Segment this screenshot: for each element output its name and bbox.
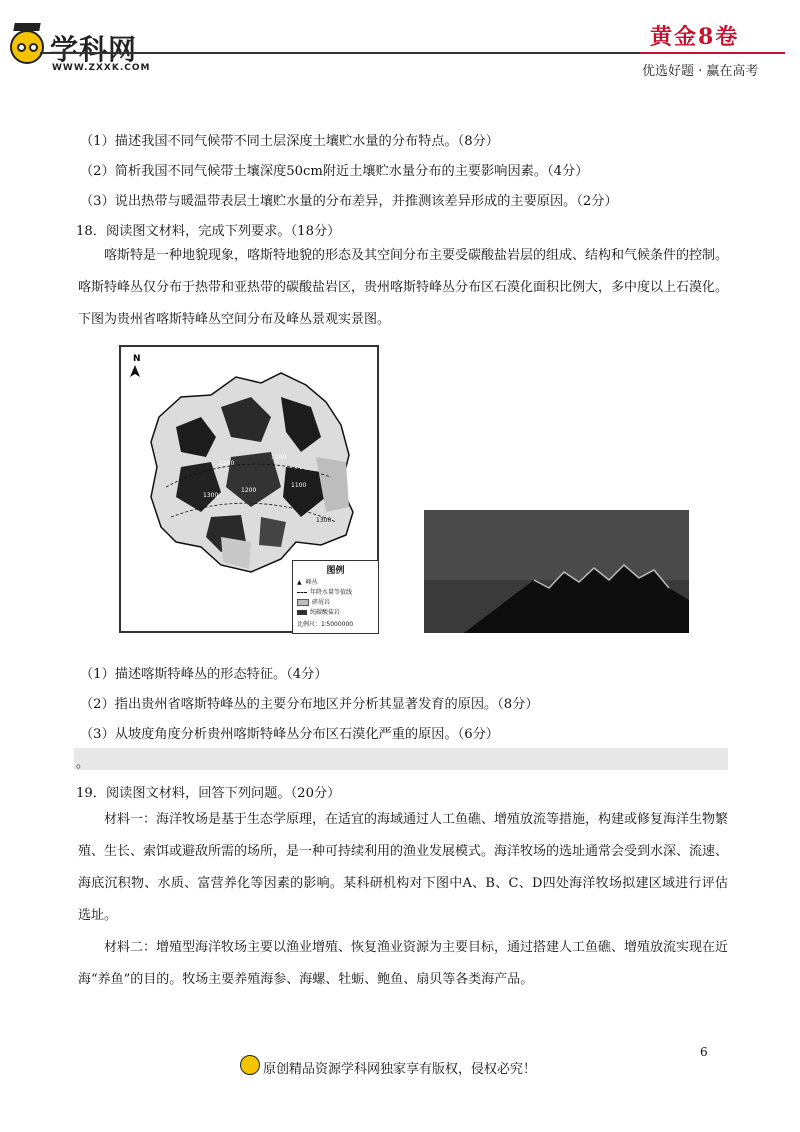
copyright-notice: 原创精品资源学科网独家享有版权，侵权必究！ (263, 1062, 537, 1077)
brand-title: 黄金8卷 (650, 24, 740, 50)
logo-text: 学科网 (50, 33, 138, 66)
peak-cluster-photo (424, 510, 689, 633)
footer-logo-icon (240, 1055, 260, 1075)
q18-material-text: 喀斯特是一种地貌现象，喀斯特地貌的形态及其空间分布主要受碳酸盐岩层的组成、结构和气候条件的控制。喀斯特峰丛仅分布于热带和亚热带的碳酸盐岩区，贵州喀斯特峰丛分布区石漠化面积比例大，多中度以上石漠化。下图为贵州省喀斯特峰丛空间分布及峰丛景观实景图。 (78, 248, 729, 327)
isoline-label: 1300 (203, 492, 219, 499)
q19-material-2 (78, 932, 728, 996)
q19-material-2-text: 材料二：增殖型海洋牧场主要以渔业增殖、恢复渔业资源为主要目标，通过搭建人工鱼礁、增殖放流实现在近海“养鱼”的目的。牧场主要养殖海参、海螺、牡蛎、鲍鱼、扇贝等各类海产品。 (78, 940, 729, 987)
q18-subquestion-2: （2）指出贵州省喀斯特峰丛的主要分布地区并分析其显著发育的原因。（8分） (80, 697, 539, 712)
isoline-label: 1200 (241, 487, 257, 494)
isoline-label: 1100 (291, 482, 307, 489)
dark-swatch-icon (297, 610, 307, 615)
q18-subquestion-3: （3）从坡度角度分析贵州喀斯特峰丛分布区石漠化严重的原因。（6分） (80, 727, 499, 742)
q19-material-1 (78, 804, 728, 932)
brand-divider (640, 52, 785, 54)
legend-item-isoline: 年降水量等值线 (297, 587, 352, 596)
isoline-label: 1200 (219, 460, 235, 467)
q17-subquestion-3: （3）说出热带与暖温带表层土壤贮水量的分布差异，并推测该差异形成的主要原因。（2分） (80, 194, 618, 209)
q18-stem: 18．阅读图文材料，完成下列要求。（18分） (76, 224, 341, 239)
isoline-label: 1100 (271, 454, 287, 461)
map-scale: 比例尺：1∶5000000 (297, 621, 354, 628)
logo-url: WWW.ZXXK.COM (52, 63, 151, 73)
logo-icon (10, 30, 44, 64)
q18-subquestion-1: （1）描述喀斯特峰丛的形态特征。（4分） (80, 667, 328, 682)
dashed-line-icon (297, 592, 307, 593)
legend-title: 图例 (326, 566, 345, 576)
isoline-label: 1300 (316, 517, 332, 524)
photo-graphic (424, 510, 689, 633)
map-legend (292, 560, 379, 634)
q19-material-1-text: 材料一：海洋牧场是基于生态学原理，在适宜的海域通过人工鱼礁、增殖放流等措施，构建或修复海洋生物繁殖、生长、索饵或避敌所需的场所，是一种可持续利用的渔业发展模式。海洋牧场的选址通常会受到水深、流速、海底沉积物、水质、富营养化等因素的影响。某科研机构对下图中A、B、C、D四处海洋牧场拟建区域进行评估选址。 (78, 812, 729, 923)
legend-item-clastic: 碎屑岩 (297, 597, 330, 606)
page-number: 6 (700, 1045, 708, 1059)
legend-item-peak-cluster: ▲ 峰丛 (297, 579, 318, 586)
triangle-icon: ▲ (297, 579, 302, 586)
north-label: N (133, 354, 141, 364)
blank-answer-bar (74, 748, 728, 770)
trailing-period: 。 (76, 756, 90, 771)
q17-subquestion-2: （2）简析我国不同气候带土壤深度50cm附近土壤贮水量分布的主要影响因素。（4分） (80, 164, 589, 179)
north-arrow-icon (130, 365, 140, 377)
brand-slogan: 优选好题 · 赢在高考 (642, 64, 759, 79)
light-swatch-icon (297, 599, 309, 606)
legend-item-carbonate: 纯碳酸盐岩 (297, 607, 340, 616)
q17-subquestion-1: （1）描述我国不同气候带不同土层深度土壤贮水量的分布特点。（8分） (80, 134, 499, 149)
q18-material (78, 240, 728, 336)
header-divider (40, 52, 640, 54)
q19-stem: 19．阅读图文材料，回答下列问题。（20分） (76, 786, 341, 801)
